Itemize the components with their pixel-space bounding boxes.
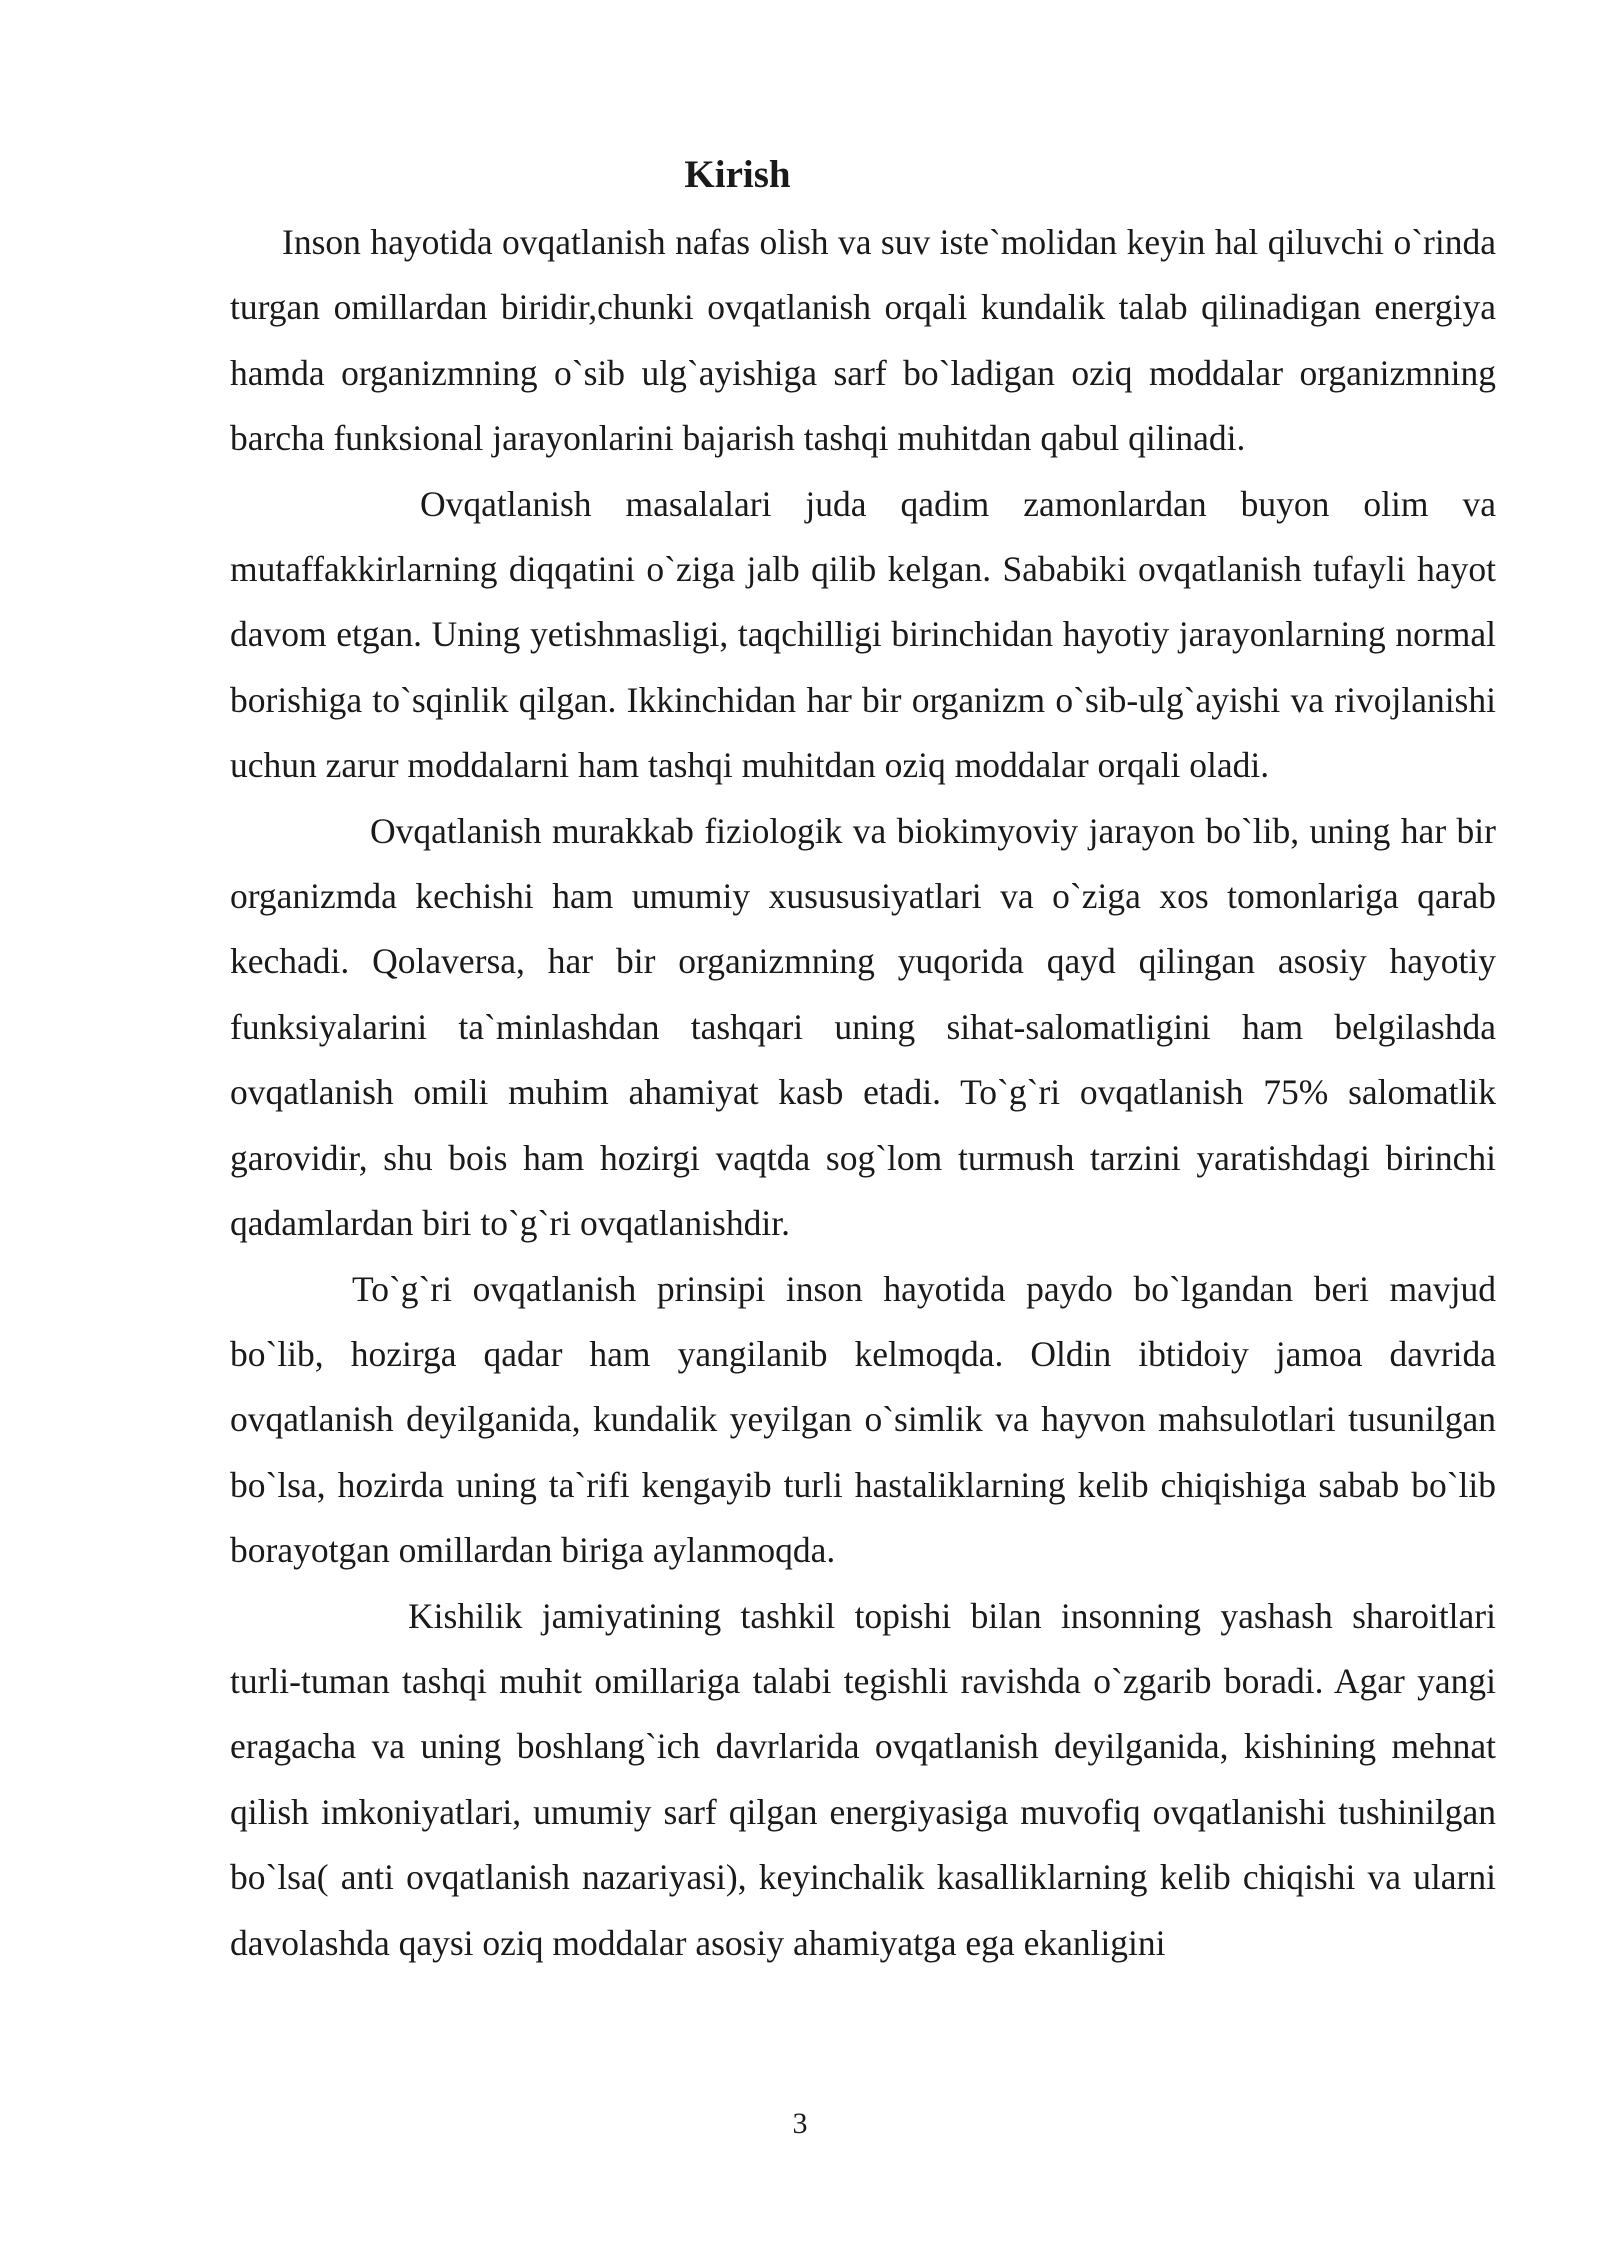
- body-text: [230, 210, 1496, 1976]
- paragraph-5: Kishilik jamiyatining tashkil topishi bilan insonning yashash sharoitlari turli-tuman tashqi muhit omillariga talabi tegishli ravishda o`zgarib boradi. Agar yangi eragacha va uning boshlang`ich davrlarida ovqatlanish deyilganida, kishining mehnat qilish imkoniyatlari, umumiy sarf qilgan energiyasiga muvofiq ovqatlanishi tushinilgan bo`lsa( anti ovqatlanish nazariyasi), keyinchalik kasalliklarning kelib chiqishi va ularni davolashda qaysi oziq moddalar asosiy ahamiyatga ega ekanligini: [230, 1595, 1496, 1963]
- page-number: 3: [792, 2107, 808, 2140]
- paragraph-3: Ovqatlanish murakkab fiziologik va biokimyoviy jarayon bo`lib, uning har bir organizmda kechishi ham umumiy xusususiyatlari va o`ziga xos tomonlariga qarab kechadi. Qolaversa, har bir organizmning yuqorida qayd qilingan asosiy hayotiy funksiyalarini ta`minlashdan tashqari uning sihat-salomatligini ham belgilashda ovqatlanish omili muhim ahamiyat kasb etadi. To`g`ri ovqatlanish 75% salomatlik garovidir, shu bois ham hozirgi vaqtda sog`lom turmush tarzini yaratishdagi birinchi qadamlardan biri to`g`ri ovqatlanishdir.: [230, 810, 1496, 1244]
- paragraph-1: Inson hayotida ovqatlanish nafas olish va suv iste`molidan keyin hal qiluvchi o`rinda turgan omillardan biridir,chunki ovqatlanish orqali kundalik talab qilinadigan energiya hamda organizmning o`sib ulg`ayishiga sarf bo`ladigan oziq moddalar organizmning barcha funksional jarayonlarini bajarish tashqi muhitdan qabul qilinadi.: [230, 222, 1496, 459]
- page-title: Kirish: [684, 153, 791, 196]
- paragraph-2: Ovqatlanish masalalari juda qadim zamonlardan buyon olim va mutaffakkirlarning diqqatini o`ziga jalb qilib kelgan. Sababiki ovqatlanish tufayli hayot davom etgan. Uning yetishmasligi, taqchilligi birinchidan hayotiy jarayonlarning normal borishiga to`sqinlik qilgan. Ikkinchidan har bir organizm o`sib-ulg`ayishi va rivojlanishi uchun zarur moddalarni ham tashqi muhitdan oziq moddalar orqali oladi.: [230, 483, 1496, 786]
- paragraph-4: To`g`ri ovqatlanish prinsipi inson hayotida paydo bo`lgandan beri mavjud bo`lib, hozirga qadar ham yangilanib kelmoqda. Oldin ibtidoiy jamoa davrida ovqatlanish deyilganida, kundalik yeyilgan o`simlik va hayvon mahsulotlari tusunilgan bo`lsa, hozirda uning ta`rifi kengayib turli hastaliklarning kelib chiqishiga sabab bo`lib borayotgan omillardan biriga aylanmoqda.: [230, 1268, 1496, 1571]
